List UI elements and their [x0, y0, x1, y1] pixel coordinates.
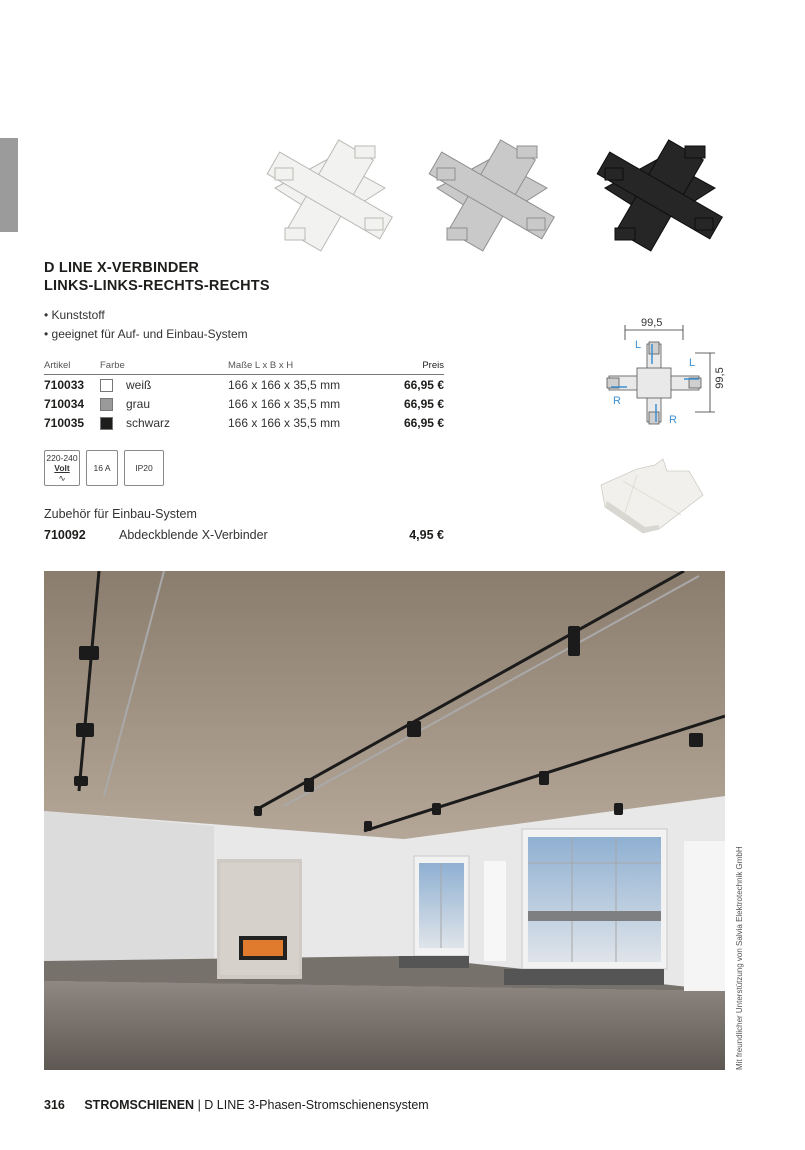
- color-swatch: [100, 398, 113, 411]
- header-farbe: Farbe: [100, 360, 228, 375]
- x-connector-shape: [597, 140, 722, 251]
- feature-list: [44, 306, 248, 344]
- product-title: [44, 259, 270, 295]
- table-row: [44, 394, 444, 413]
- color-swatch: [100, 417, 113, 430]
- x-connector-shape: [429, 140, 554, 251]
- footer-subtitle: D LINE 3-Phasen-Stromschienensystem: [204, 1098, 429, 1112]
- diagram-label-l: L: [635, 339, 642, 351]
- chapter-tab: [0, 138, 18, 232]
- color-name: grau: [126, 396, 151, 411]
- showroom-photo: [44, 571, 725, 1070]
- dimension-diagram: [595, 312, 735, 437]
- color-name: schwarz: [126, 415, 171, 430]
- accessory-price: 4,95 €: [409, 528, 444, 542]
- price: 66,95 €: [403, 377, 444, 392]
- page-footer: [44, 1098, 429, 1112]
- dimensions: 166 x 166 x 35,5 mm: [228, 377, 341, 392]
- spec-table-header: [44, 360, 444, 375]
- ip-rating-badge: [124, 450, 164, 486]
- spec-badges: [44, 450, 164, 486]
- diagram-label-r: R: [613, 395, 621, 407]
- feature-item: • geeignet für Auf- und Einbau-System: [44, 325, 248, 344]
- accessory-description: Abdeckblende X-Verbinder: [119, 528, 268, 542]
- diagram-label-r: R: [669, 414, 677, 426]
- table-row: [44, 413, 444, 432]
- product-images: [255, 128, 735, 263]
- artikel-number: 710034: [44, 396, 85, 411]
- artikel-number: 710035: [44, 415, 85, 430]
- header-preis: Preis: [387, 360, 444, 375]
- color-swatch: [100, 379, 113, 392]
- product-title-line2: LINKS-LINKS-RECHTS-RECHTS: [44, 278, 270, 294]
- x-connector-outline: [607, 342, 701, 424]
- artikel-number: 710033: [44, 377, 85, 392]
- price: 66,95 €: [403, 415, 444, 430]
- ac-wave-icon: ∿: [58, 473, 66, 483]
- voltage-badge: [44, 450, 80, 486]
- dimensions: 166 x 166 x 35,5 mm: [228, 415, 341, 430]
- cover-plate-image: [597, 455, 709, 539]
- voltage-range: 220-240: [46, 453, 78, 463]
- spec-table: [44, 360, 444, 432]
- product-title-line1: D LINE X-VERBINDER: [44, 260, 200, 276]
- product-image-white: [255, 128, 405, 263]
- header-artikel: Artikel: [44, 360, 100, 375]
- voltage-label: Volt: [54, 463, 70, 473]
- ip-label: IP20: [135, 463, 153, 473]
- product-image-black: [585, 128, 735, 263]
- color-name: weiß: [126, 377, 152, 392]
- ampere-label: 16 A: [93, 463, 111, 473]
- accessory-artikel: 710092: [44, 528, 86, 542]
- ampere-badge: [86, 450, 118, 486]
- dimensions: 166 x 166 x 35,5 mm: [228, 396, 341, 411]
- footer-separator: |: [197, 1098, 201, 1112]
- feature-item: • Kunststoff: [44, 306, 248, 325]
- price: 66,95 €: [403, 396, 444, 411]
- photo-credit: Mit freundlicher Unterstützung von Salvia Elektrotechnik GmbH: [735, 846, 744, 1070]
- accessory-title: Zubehör für Einbau-System: [44, 507, 197, 521]
- diagram-width-label: 99,5: [641, 317, 663, 329]
- product-image-grey: [417, 128, 567, 263]
- diagram-label-l: L: [689, 357, 696, 369]
- table-row: [44, 375, 444, 394]
- footer-section: STROMSCHIENEN: [84, 1098, 195, 1112]
- header-masse: Maße L x B x H: [228, 360, 387, 375]
- page-number: 316: [44, 1098, 65, 1112]
- diagram-height-label: 99,5: [714, 367, 726, 389]
- x-connector-shape: [267, 140, 392, 251]
